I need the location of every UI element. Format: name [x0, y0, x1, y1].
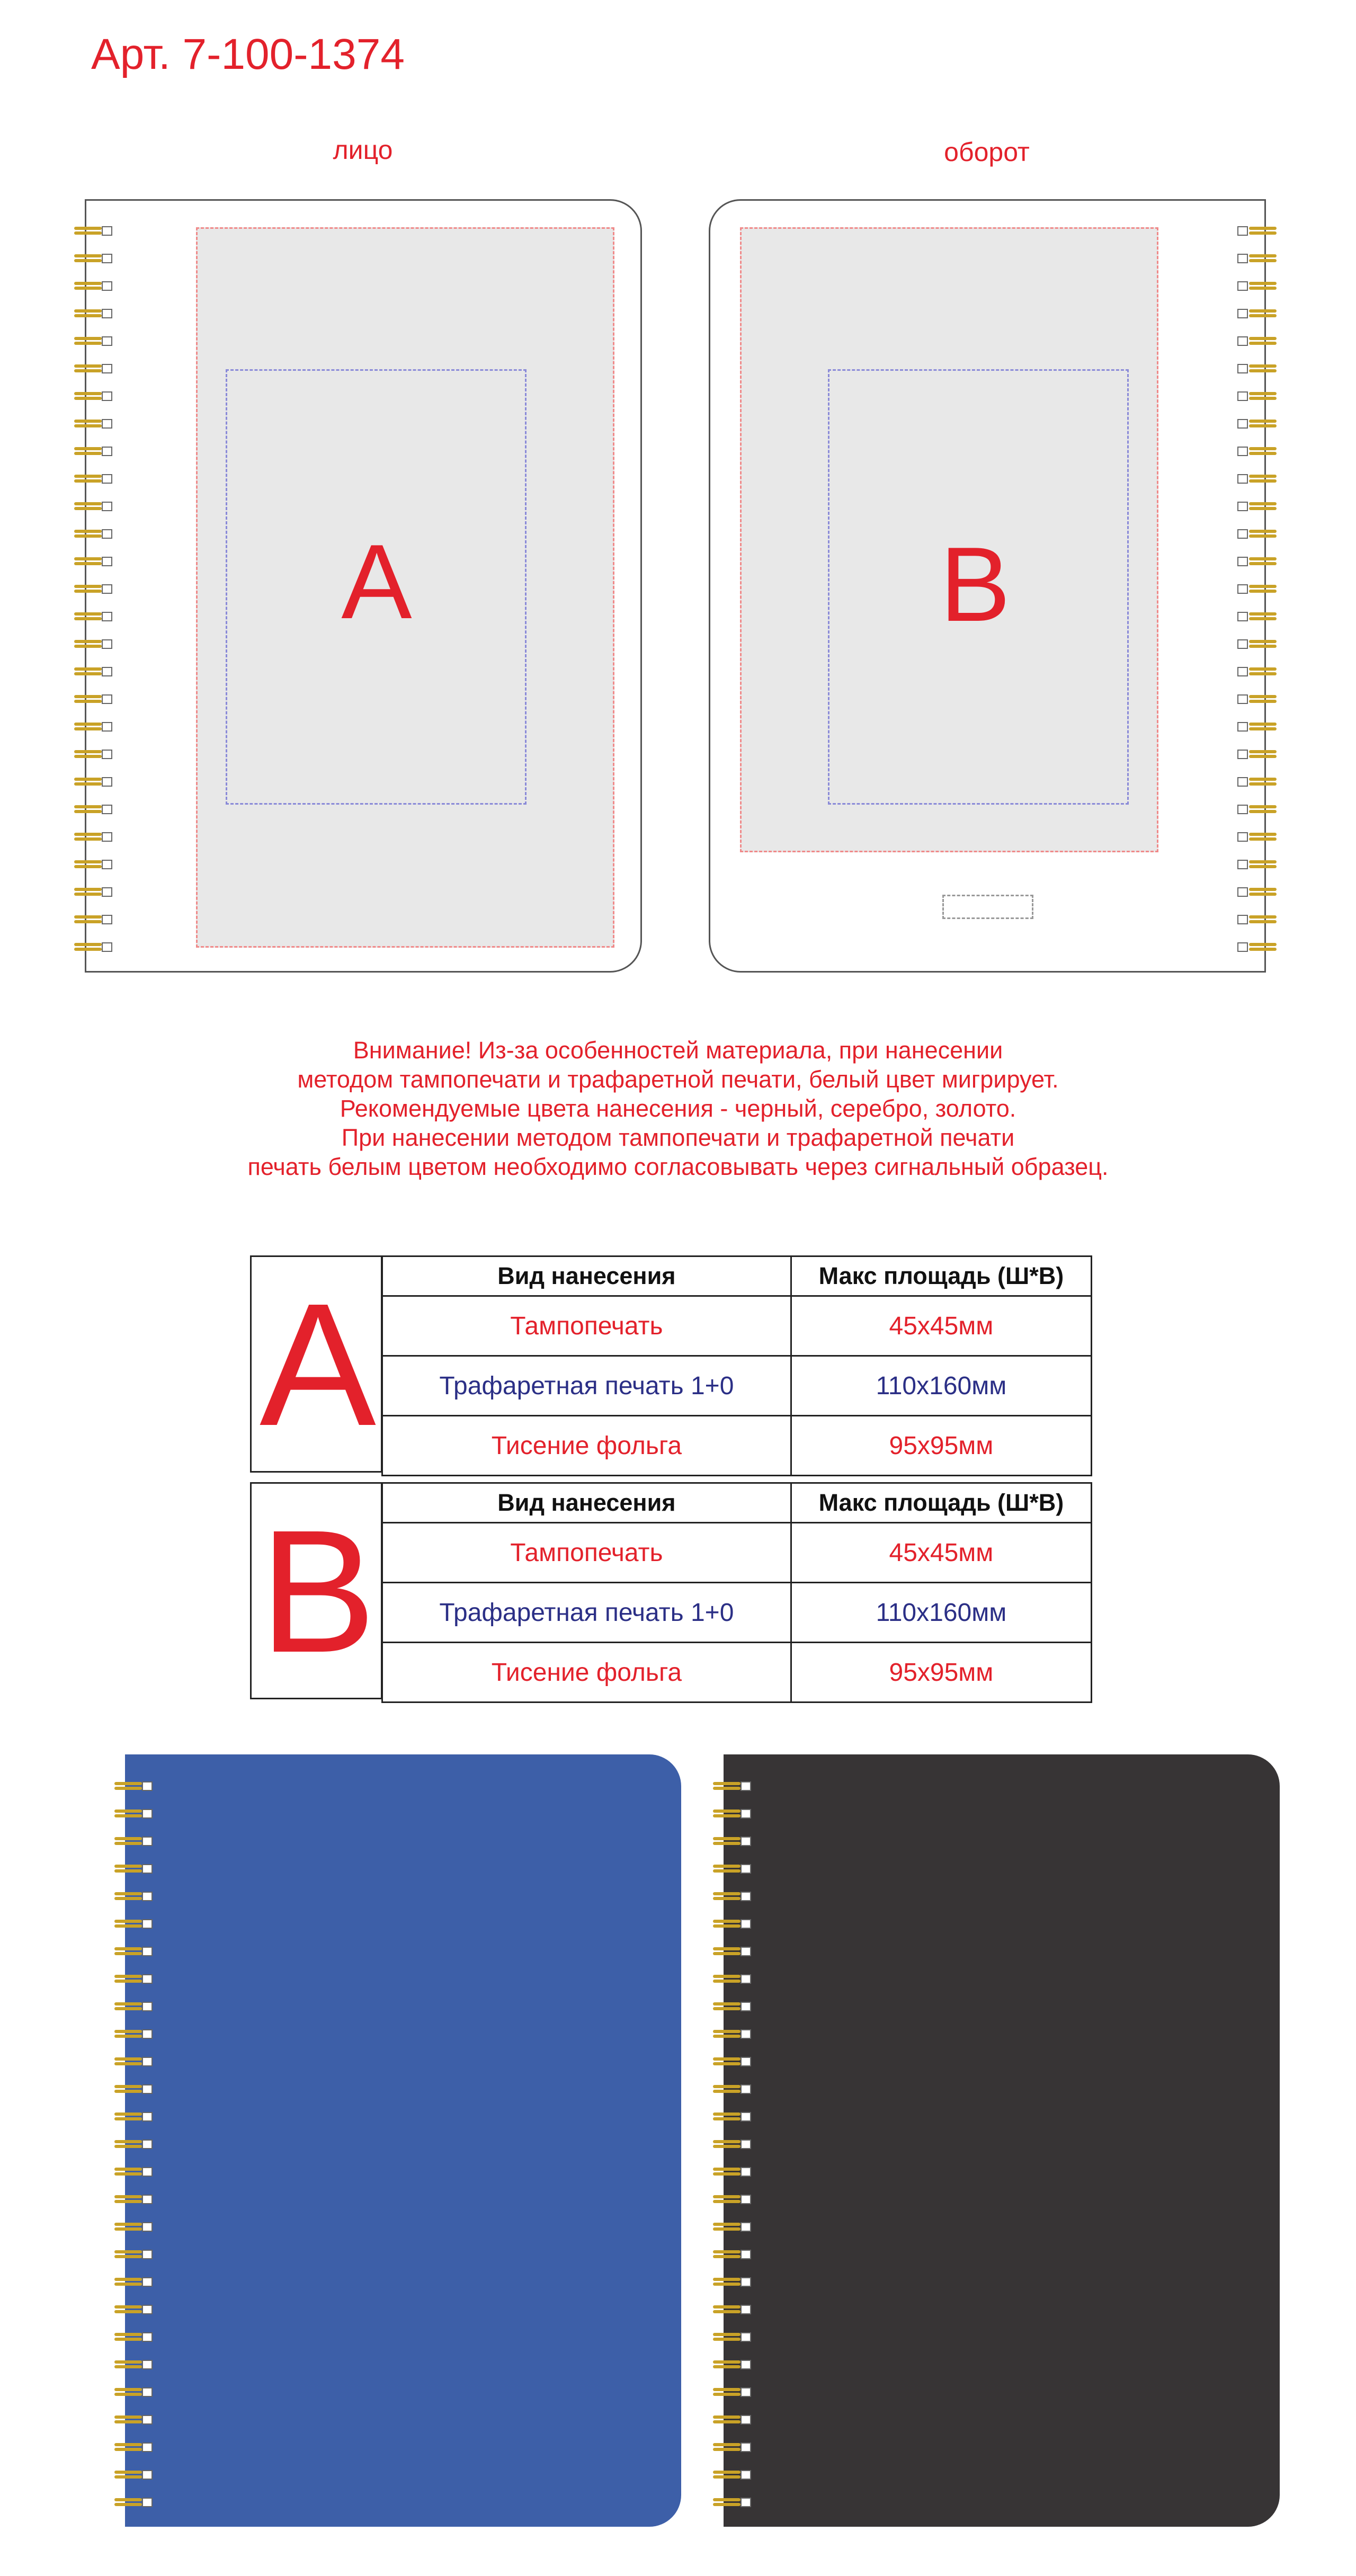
table-letter-cell	[250, 1255, 382, 1473]
cover-black	[724, 1754, 1280, 2527]
spiral-loop	[713, 1836, 755, 1849]
spiral-loop	[1234, 308, 1277, 321]
back-view-label: оборот	[944, 137, 1030, 167]
spiral-loop	[1234, 942, 1277, 955]
spiral-loop	[114, 2249, 157, 2262]
spiral-binding-icon	[114, 1781, 157, 2525]
method-cell: Тисение фольга	[382, 1416, 791, 1476]
header-size: Макс площадь (Ш*В)	[791, 1483, 1091, 1523]
spiral-loop	[74, 308, 117, 321]
spiral-loop	[713, 1864, 755, 1876]
spec-table-a	[250, 1255, 1092, 1473]
spiral-loop	[1234, 721, 1277, 734]
spiral-loop	[1234, 336, 1277, 349]
spiral-loop	[74, 281, 117, 293]
spiral-loop	[74, 859, 117, 872]
header-size: Макс площадь (Ш*В)	[791, 1256, 1091, 1296]
spiral-loop	[713, 2167, 755, 2179]
spiral-loop	[114, 2359, 157, 2372]
spiral-loop	[114, 2470, 157, 2482]
spiral-loop	[713, 2001, 755, 2014]
spiral-loop	[74, 226, 117, 238]
spiral-loop	[74, 529, 117, 541]
logo-placeholder	[942, 895, 1033, 919]
spiral-binding-icon	[713, 1781, 755, 2525]
table-header-row	[382, 1483, 1092, 1523]
area-letter-a: A	[341, 523, 412, 641]
spiral-loop	[1234, 253, 1277, 266]
spiral-loop	[713, 2139, 755, 2152]
spiral-loop	[1234, 832, 1277, 844]
spiral-loop	[713, 2249, 755, 2262]
front-notebook	[85, 199, 642, 973]
article-number: Арт. 7-100-1374	[91, 30, 405, 78]
spiral-loop	[74, 804, 117, 817]
spiral-loop	[713, 1946, 755, 1959]
spiral-loop	[713, 2194, 755, 2207]
spiral-loop	[114, 2277, 157, 2289]
table-row	[382, 1416, 1092, 1476]
table-header-row	[382, 1256, 1092, 1296]
spiral-loop	[114, 1946, 157, 1959]
spiral-loop	[74, 832, 117, 844]
spiral-loop	[74, 942, 117, 955]
spiral-loop	[1234, 611, 1277, 624]
method-cell: Тампопечать	[382, 1523, 791, 1583]
spiral-loop	[114, 1864, 157, 1876]
spiral-loop	[1234, 584, 1277, 596]
spiral-loop	[713, 2111, 755, 2124]
spiral-loop	[74, 914, 117, 927]
spiral-loop	[713, 2222, 755, 2234]
spiral-loop	[713, 2277, 755, 2289]
spiral-loop	[74, 777, 117, 789]
spiral-loop	[114, 2304, 157, 2317]
spiral-loop	[1234, 749, 1277, 762]
spiral-loop	[74, 363, 117, 376]
spiral-loop	[114, 2414, 157, 2427]
spiral-loop	[74, 446, 117, 459]
spiral-loop	[1234, 226, 1277, 238]
spiral-loop	[74, 721, 117, 734]
spiral-loop	[1234, 639, 1277, 652]
spiral-loop	[713, 2414, 755, 2427]
spiral-loop	[114, 2497, 157, 2510]
spiral-loop	[74, 584, 117, 596]
table-row	[382, 1296, 1092, 1356]
spiral-loop	[713, 1974, 755, 1986]
spiral-loop	[114, 2029, 157, 2042]
table-row	[382, 1523, 1092, 1583]
spiral-loop	[1234, 777, 1277, 789]
size-cell: 95x95мм	[791, 1416, 1091, 1476]
spiral-loop	[713, 2056, 755, 2069]
spiral-loop	[74, 749, 117, 762]
notice-text	[106, 1036, 1250, 1181]
spiral-loop	[74, 887, 117, 899]
spiral-loop	[114, 1836, 157, 1849]
spiral-loop	[713, 1808, 755, 1821]
spiral-binding-icon	[1234, 226, 1277, 969]
size-cell: 110x160мм	[791, 1583, 1091, 1643]
spiral-loop	[74, 336, 117, 349]
spiral-loop	[1234, 418, 1277, 431]
spiral-loop	[114, 2084, 157, 2097]
spiral-loop	[114, 2194, 157, 2207]
spiral-loop	[114, 1781, 157, 1794]
spiral-loop	[713, 2359, 755, 2372]
cover-blue	[125, 1754, 681, 2527]
spiral-loop	[1234, 281, 1277, 293]
notice-line: Рекомендуемые цвета нанесения - черный, серебро, золото.	[340, 1095, 1016, 1122]
table-letter: A	[259, 1267, 377, 1462]
spiral-loop	[74, 611, 117, 624]
spiral-loop	[1234, 887, 1277, 899]
spiral-loop	[1234, 474, 1277, 486]
spiral-loop	[1234, 363, 1277, 376]
header-method: Вид нанесения	[382, 1256, 791, 1296]
spiral-loop	[74, 556, 117, 569]
spiral-loop	[1234, 501, 1277, 514]
notice-line: При нанесении методом тампопечати и трафаретной печати	[341, 1124, 1015, 1151]
size-cell: 45x45мм	[791, 1296, 1091, 1356]
spiral-loop	[114, 2442, 157, 2455]
front-view-label: лицо	[333, 135, 393, 165]
spiral-loop	[713, 2387, 755, 2400]
spec-table-b	[250, 1482, 1092, 1699]
spiral-loop	[1234, 804, 1277, 817]
spiral-loop	[114, 2387, 157, 2400]
spec-table	[381, 1255, 1092, 1476]
spiral-loop	[74, 418, 117, 431]
spiral-loop	[114, 1891, 157, 1904]
spiral-loop	[114, 2139, 157, 2152]
table-row	[382, 1583, 1092, 1643]
spiral-loop	[74, 253, 117, 266]
table-letter-cell	[250, 1482, 382, 1699]
spiral-loop	[713, 2304, 755, 2317]
spiral-loop	[713, 2442, 755, 2455]
spiral-loop	[114, 2001, 157, 2014]
spiral-loop	[1234, 914, 1277, 927]
table-row	[382, 1356, 1092, 1416]
spiral-loop	[713, 2470, 755, 2482]
spiral-loop	[1234, 446, 1277, 459]
spiral-loop	[74, 474, 117, 486]
spiral-loop	[114, 2167, 157, 2179]
notice-line: Внимание! Из-за особенностей материала, при нанесении	[353, 1037, 1003, 1064]
spiral-loop	[713, 2029, 755, 2042]
notice-line: методом тампопечати и трафаретной печати, белый цвет мигрирует.	[297, 1066, 1059, 1093]
spiral-loop	[114, 2332, 157, 2345]
method-cell: Тисение фольга	[382, 1643, 791, 1703]
spiral-loop	[1234, 666, 1277, 679]
spiral-loop	[114, 1919, 157, 1931]
back-notebook	[709, 199, 1266, 973]
spiral-loop	[713, 2497, 755, 2510]
spiral-loop	[114, 2056, 157, 2069]
spiral-loop	[1234, 859, 1277, 872]
spiral-loop	[713, 2084, 755, 2097]
spiral-loop	[713, 1919, 755, 1931]
size-cell: 45x45мм	[791, 1523, 1091, 1583]
spiral-loop	[74, 391, 117, 404]
spiral-loop	[74, 639, 117, 652]
spiral-loop	[114, 2222, 157, 2234]
method-cell: Тампопечать	[382, 1296, 791, 1356]
size-cell: 110x160мм	[791, 1356, 1091, 1416]
spiral-loop	[114, 1974, 157, 1986]
spiral-loop	[713, 1891, 755, 1904]
method-cell: Трафаретная печать 1+0	[382, 1356, 791, 1416]
spiral-loop	[74, 666, 117, 679]
spiral-loop	[1234, 391, 1277, 404]
spiral-loop	[74, 694, 117, 707]
table-letter: B	[259, 1493, 377, 1689]
area-letter-b: B	[940, 525, 1011, 644]
spiral-loop	[74, 501, 117, 514]
spec-table	[381, 1482, 1092, 1703]
spiral-loop	[1234, 556, 1277, 569]
size-cell: 95x95мм	[791, 1643, 1091, 1703]
spiral-loop	[713, 2332, 755, 2345]
table-row	[382, 1643, 1092, 1703]
spiral-binding-icon	[74, 226, 117, 969]
spiral-loop	[1234, 694, 1277, 707]
method-cell: Трафаретная печать 1+0	[382, 1583, 791, 1643]
spiral-loop	[713, 1781, 755, 1794]
spiral-loop	[114, 1808, 157, 1821]
spiral-loop	[1234, 529, 1277, 541]
spiral-loop	[114, 2111, 157, 2124]
notice-line: печать белым цветом необходимо согласовывать через сигнальный образец.	[247, 1153, 1109, 1180]
header-method: Вид нанесения	[382, 1483, 791, 1523]
